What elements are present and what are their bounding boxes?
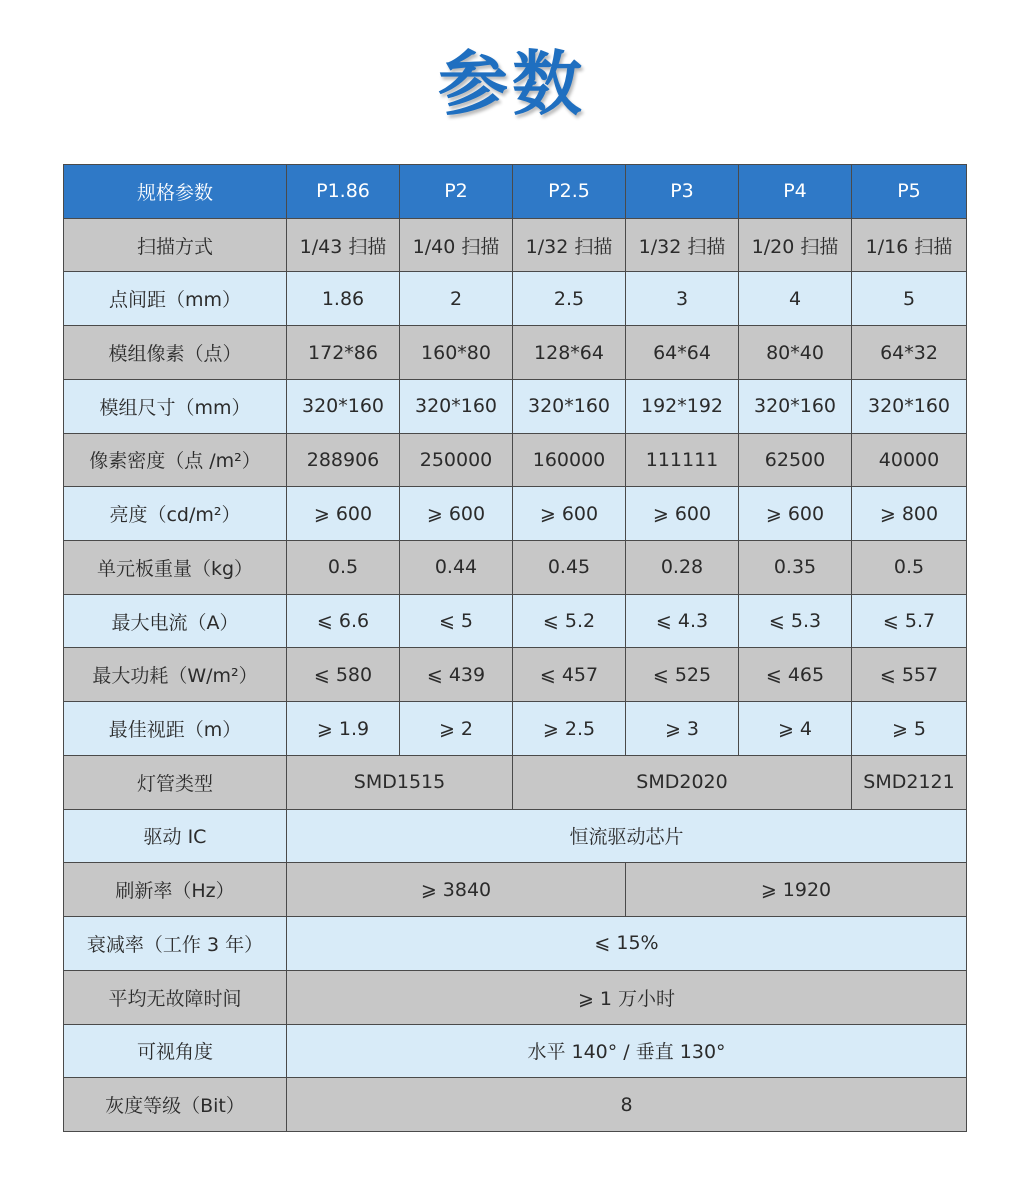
table-row — [64, 379, 967, 433]
table-cell: 320*160 — [287, 379, 400, 433]
table-cell: ⩾ 600 — [513, 487, 626, 541]
table-cell: ⩽ 525 — [626, 648, 739, 702]
table-cell: 160*80 — [400, 326, 513, 380]
table-row — [64, 433, 967, 487]
table-cell: 2.5 — [513, 272, 626, 326]
table-cell: ⩾ 1920 — [626, 863, 967, 917]
table-cell: ⩾ 600 — [400, 487, 513, 541]
table-cell: ⩾ 3 — [626, 702, 739, 756]
table-row — [64, 863, 967, 917]
table-cell: 0.45 — [513, 541, 626, 595]
table-cell: 64*32 — [852, 326, 967, 380]
table-cell: 288906 — [287, 433, 400, 487]
row-label: 驱动 IC — [64, 809, 287, 863]
table-cell: 0.28 — [626, 541, 739, 595]
header-cell: P2.5 — [513, 165, 626, 219]
table-cell: 恒流驱动芯片 — [287, 809, 967, 863]
table-row — [64, 1078, 967, 1132]
table-cell: ⩾ 600 — [287, 487, 400, 541]
table-cell: ⩾ 5 — [852, 702, 967, 756]
table-row — [64, 1024, 967, 1078]
table-row — [64, 487, 967, 541]
table-cell: 1/32 扫描 — [513, 218, 626, 272]
table-cell: SMD1515 — [287, 755, 513, 809]
header-cell: 规格参数 — [64, 165, 287, 219]
table-cell: ⩽ 5 — [400, 594, 513, 648]
table-cell: 320*160 — [739, 379, 852, 433]
table-cell: ⩽ 15% — [287, 917, 967, 971]
table-cell: 4 — [739, 272, 852, 326]
row-label: 最佳视距（m） — [64, 702, 287, 756]
table-cell: 1/40 扫描 — [400, 218, 513, 272]
header-cell: P4 — [739, 165, 852, 219]
table-cell: 5 — [852, 272, 967, 326]
table-cell: 172*86 — [287, 326, 400, 380]
table-cell: 40000 — [852, 433, 967, 487]
spec-table — [63, 164, 967, 1132]
table-row — [64, 541, 967, 595]
table-cell: SMD2121 — [852, 755, 967, 809]
table-cell: ⩽ 439 — [400, 648, 513, 702]
table-cell: ⩾ 3840 — [287, 863, 626, 917]
table-cell: ⩽ 5.7 — [852, 594, 967, 648]
table-cell: ⩾ 600 — [626, 487, 739, 541]
table-cell: 水平 140° / 垂直 130° — [287, 1024, 967, 1078]
table-cell: 320*160 — [513, 379, 626, 433]
table-cell: 8 — [287, 1078, 967, 1132]
table-cell: ⩽ 465 — [739, 648, 852, 702]
row-label: 扫描方式 — [64, 218, 287, 272]
table-cell: ⩾ 1 万小时 — [287, 970, 967, 1024]
table-cell: ⩽ 557 — [852, 648, 967, 702]
row-label: 点间距（mm） — [64, 272, 287, 326]
table-cell: ⩾ 600 — [739, 487, 852, 541]
row-label: 平均无故障时间 — [64, 970, 287, 1024]
table-row — [64, 755, 967, 809]
table-cell: 192*192 — [626, 379, 739, 433]
table-row — [64, 702, 967, 756]
table-cell: ⩾ 2.5 — [513, 702, 626, 756]
table-cell: 3 — [626, 272, 739, 326]
table-cell: 80*40 — [739, 326, 852, 380]
table-cell: 320*160 — [852, 379, 967, 433]
table-cell: ⩾ 4 — [739, 702, 852, 756]
table-cell: 62500 — [739, 433, 852, 487]
header-cell: P3 — [626, 165, 739, 219]
header-cell: P1.86 — [287, 165, 400, 219]
table-cell: 250000 — [400, 433, 513, 487]
table-row — [64, 326, 967, 380]
row-label: 最大电流（A） — [64, 594, 287, 648]
table-cell: ⩽ 5.2 — [513, 594, 626, 648]
table-cell: 0.44 — [400, 541, 513, 595]
row-label: 模组像素（点） — [64, 326, 287, 380]
table-cell: SMD2020 — [513, 755, 852, 809]
row-label: 可视角度 — [64, 1024, 287, 1078]
table-header-row — [64, 165, 967, 219]
table-row — [64, 809, 967, 863]
row-label: 灯管类型 — [64, 755, 287, 809]
table-cell: 2 — [400, 272, 513, 326]
page-title: 参数 — [438, 43, 586, 125]
table-row — [64, 970, 967, 1024]
table-row — [64, 648, 967, 702]
table-cell: ⩾ 800 — [852, 487, 967, 541]
table-cell: ⩽ 5.3 — [739, 594, 852, 648]
table-cell: 1.86 — [287, 272, 400, 326]
row-label: 模组尺寸（mm） — [64, 379, 287, 433]
table-row — [64, 594, 967, 648]
header-cell: P2 — [400, 165, 513, 219]
table-cell: 0.35 — [739, 541, 852, 595]
header-cell: P5 — [852, 165, 967, 219]
table-cell: ⩽ 457 — [513, 648, 626, 702]
table-cell: ⩽ 6.6 — [287, 594, 400, 648]
table-cell: 1/16 扫描 — [852, 218, 967, 272]
table-cell: 1/43 扫描 — [287, 218, 400, 272]
table-cell: 64*64 — [626, 326, 739, 380]
table-cell: ⩽ 580 — [287, 648, 400, 702]
table-row — [64, 218, 967, 272]
table-cell: 1/32 扫描 — [626, 218, 739, 272]
row-label: 最大功耗（W/m²） — [64, 648, 287, 702]
row-label: 单元板重量（kg） — [64, 541, 287, 595]
table-cell: 111111 — [626, 433, 739, 487]
table-cell: 0.5 — [852, 541, 967, 595]
table-cell: ⩽ 4.3 — [626, 594, 739, 648]
table-cell: ⩾ 1.9 — [287, 702, 400, 756]
table-row — [64, 272, 967, 326]
table-row — [64, 917, 967, 971]
row-label: 灰度等级（Bit） — [64, 1078, 287, 1132]
table-cell: 0.5 — [287, 541, 400, 595]
table-cell: ⩾ 2 — [400, 702, 513, 756]
row-label: 亮度（cd/m²） — [64, 487, 287, 541]
table-cell: 160000 — [513, 433, 626, 487]
table-cell: 320*160 — [400, 379, 513, 433]
table-cell: 1/20 扫描 — [739, 218, 852, 272]
row-label: 像素密度（点 /m²） — [64, 433, 287, 487]
row-label: 刷新率（Hz） — [64, 863, 287, 917]
row-label: 衰减率（工作 3 年） — [64, 917, 287, 971]
table-cell: 128*64 — [513, 326, 626, 380]
